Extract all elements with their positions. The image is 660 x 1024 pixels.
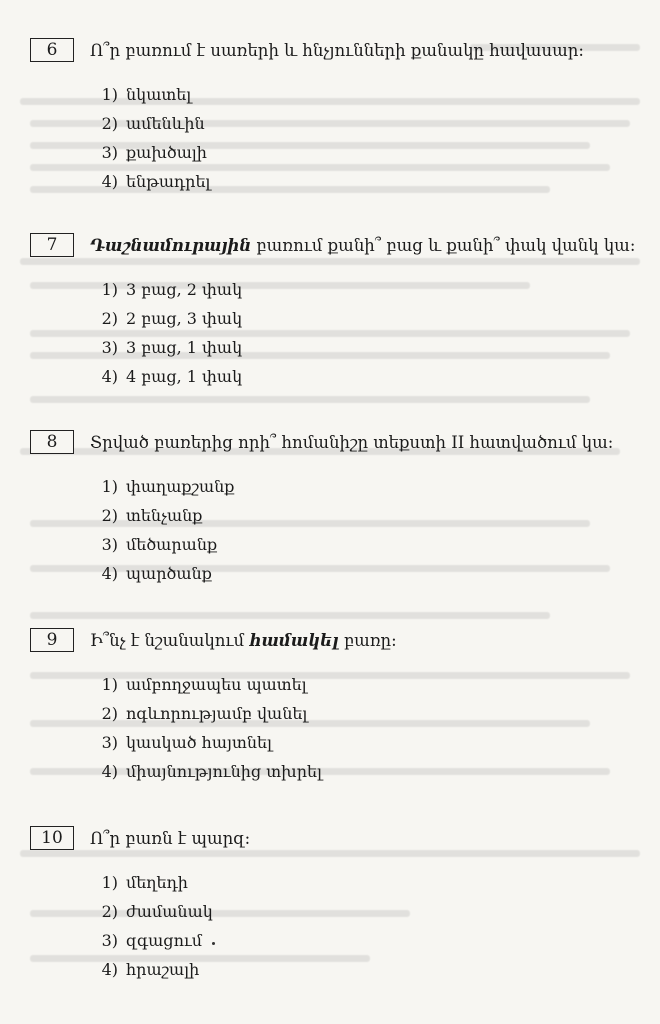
- answer-option: 3) մեծարանք: [101, 535, 218, 554]
- answer-option: 4) ենթադրել: [101, 172, 211, 191]
- answer-option: 2) 2 բաց, 3 փակ: [101, 309, 243, 328]
- question-6: [30, 38, 646, 196]
- answer-option: 1) նկատել: [101, 85, 192, 104]
- answer-option: 4) հրաշալի: [101, 960, 200, 979]
- answer-option: 3) 3 բաց, 1 փակ: [101, 338, 243, 357]
- answer-option: 1) 3 բաց, 2 փակ: [101, 280, 243, 299]
- question-10: [30, 826, 646, 984]
- answer-option: 4) պարծանք: [101, 564, 212, 583]
- answer-option: 1) ամբողջապես պատել: [101, 675, 307, 694]
- answer-option: 2) ամենևին: [101, 114, 205, 133]
- question-number: 8: [30, 430, 74, 454]
- answer-option: 4) միայնությունից տխրել: [101, 762, 322, 781]
- answer-option: 2) ոգևորությամբ վանել: [101, 704, 308, 723]
- answer-option: 3) կասկած հայտնել: [101, 733, 272, 752]
- question-number: 7: [30, 233, 74, 257]
- ink-dot: [212, 942, 215, 945]
- answer-option: 2) տենչանք: [101, 506, 203, 525]
- question-8: [30, 430, 646, 588]
- question-number: 9: [30, 628, 74, 652]
- question-9: [30, 628, 646, 786]
- question-text: Ո՞ր բառն է պարզ:: [90, 828, 251, 848]
- answer-option: 1) փաղաքշանք: [101, 477, 235, 496]
- question-number: 10: [30, 826, 74, 850]
- question-7: [30, 233, 646, 391]
- question-text: Տրված բառերից որի՞ հոմանիշը տեքստի II հատվածում կա:: [90, 432, 614, 452]
- question-text: Ի՞նչ է նշանակում համակել բառը:: [90, 630, 397, 650]
- question-number: 6: [30, 38, 74, 62]
- question-text: Ո՞ր բառում է սառերի և հնչյունների քանակը հավասար:: [90, 40, 584, 60]
- question-text: Դաշնամուրային բառում քանի՞ բաց և քանի՞ փակ վանկ կա:: [90, 235, 636, 255]
- answer-option: 1) մեղեդի: [101, 873, 188, 892]
- answer-option: 3) զգացում: [101, 931, 203, 950]
- answer-option: 4) 4 բաց, 1 փակ: [101, 367, 243, 386]
- answer-option: 2) ժամանակ: [101, 902, 213, 921]
- answer-option: 3) քախծալի: [101, 143, 207, 162]
